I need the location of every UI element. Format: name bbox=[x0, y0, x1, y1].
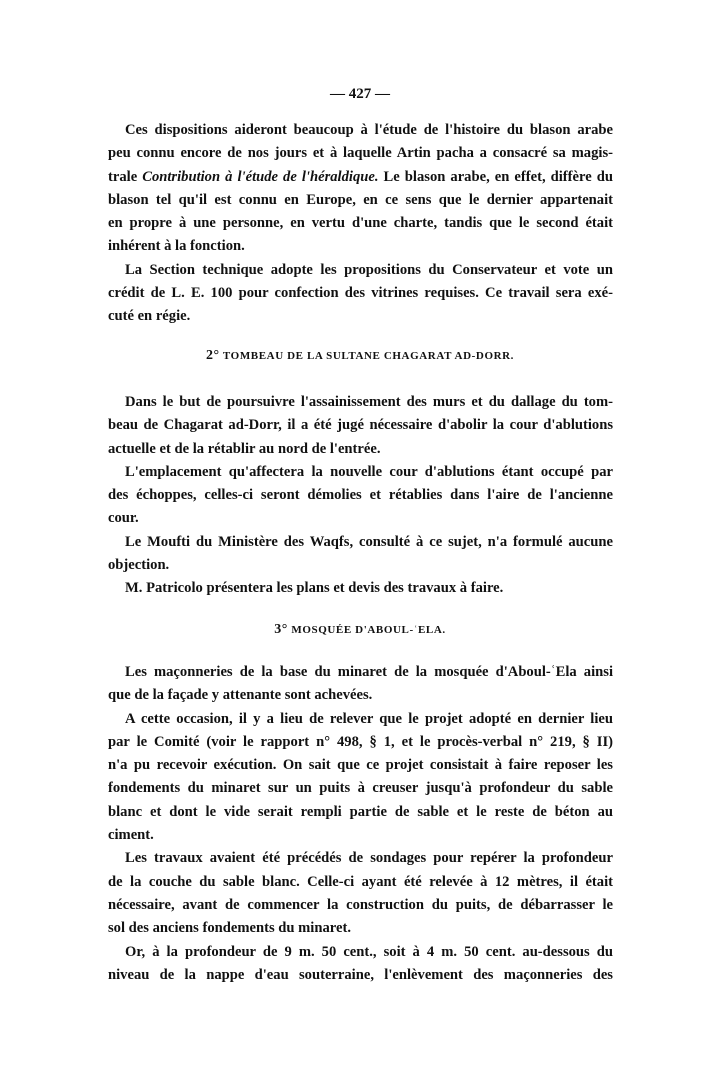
text-line: Le Moufti du Ministère des Waqfs, consulté à ce sujet, n'a formulé aucune bbox=[125, 533, 613, 550]
text-line: niveau de la nappe d'eau souterraine, l'enlèvement des maçonneries des bbox=[108, 966, 613, 983]
text-line: M. Patricolo présentera les plans et devis des travaux à faire. bbox=[125, 580, 504, 597]
text-line: cour. bbox=[108, 510, 139, 527]
heading-number: 3° bbox=[274, 622, 289, 637]
text-line: fondements du minaret sur un puits à creuser jusqu'à profondeur du sable bbox=[108, 780, 613, 797]
text-line: n'a pu recevoir exécution. On sait que ce projet consistait à faire reposer les bbox=[108, 757, 613, 774]
heading-title: MOSQUÉE D'ABOUL-ʿELA. bbox=[291, 624, 446, 636]
text-line: blanc et dont le vide serait rempli partie de sable et le reste de béton au bbox=[108, 803, 613, 820]
section-intro-text bbox=[108, 119, 613, 329]
text-line: inhérent à la fonction. bbox=[108, 238, 245, 255]
heading-number: 2° bbox=[205, 348, 220, 363]
text-line: Dans le but de poursuivre l'assainissement des murs et du dallage du tom- bbox=[125, 394, 613, 410]
text-line: nécessaire, avant de commencer la construction du puits, de débarrasser le bbox=[108, 896, 613, 913]
text-line: objection. bbox=[108, 557, 170, 574]
italic-title: Contribution à l'étude de l'héraldique. bbox=[142, 168, 379, 185]
text-line: L'emplacement qu'affectera la nouvelle cour d'ablutions étant occupé par bbox=[125, 463, 613, 480]
text-line: crédit de L. E. 100 pour confection des vitrines requises. Ce travail sera exé- bbox=[108, 285, 613, 302]
text-line: peu connu encore de nos jours et à laquelle Artin pacha a consacré sa magis- bbox=[108, 145, 613, 162]
section-heading-3 bbox=[0, 622, 720, 638]
text-line: que de la façade y attenante sont achevées. bbox=[108, 687, 373, 704]
text-line: sol des anciens fondements du minaret. bbox=[108, 920, 351, 937]
heading-title: TOMBEAU DE LA SULTANE CHAGARAT AD-DORR. bbox=[222, 350, 515, 362]
text-line: de la couche du sable blanc. Celle-ci ayant été relevée à 12 mètres, il était bbox=[108, 873, 613, 890]
text-line: Les travaux avaient été précédés de sondages pour repérer la profondeur bbox=[125, 850, 613, 867]
text-segment: trale bbox=[108, 168, 143, 185]
text-line: A cette occasion, il y a lieu de relever que le projet adopté en dernier lieu bbox=[125, 710, 613, 727]
text-line: actuelle et de la rétablir au nord de l'entrée. bbox=[108, 440, 381, 457]
text-line: cuté en régie. bbox=[108, 308, 191, 325]
text-line: La Section technique adopte les propositions du Conservateur et vote un bbox=[125, 261, 613, 278]
text-line: ciment. bbox=[108, 827, 154, 844]
text-line: beau de Chagarat ad-Dorr, il a été jugé nécessaire d'abolir la cour d'ablutions bbox=[108, 417, 613, 434]
section-heading-2 bbox=[0, 348, 720, 364]
text-line: en propre à une personne, en vertu d'une charte, tandis que le second était bbox=[108, 215, 613, 232]
text-line: par le Comité (voir le rapport n° 498, § 1, et le procès-verbal n° 219, § II) bbox=[108, 733, 613, 750]
text-line: blason tel qu'il est connu en Europe, en ce sens que le dernier appartenait bbox=[108, 191, 613, 208]
text-line: Or, à la profondeur de 9 m. 50 cent., soit à 4 m. 50 cent. au-dessous du bbox=[125, 943, 613, 960]
text-line: Ces dispositions aideront beaucoup à l'étude de l'histoire du blason arabe bbox=[125, 122, 613, 138]
page-number: — 427 — bbox=[330, 86, 390, 102]
text-line bbox=[108, 166, 613, 189]
text-line: des échoppes, celles-ci seront démolies et rétablies dans l'aire de l'ancienne bbox=[108, 487, 613, 504]
section-3-text bbox=[108, 661, 613, 987]
text-segment: Le blason arabe, en effet, diffère du bbox=[378, 168, 613, 185]
section-2-text bbox=[108, 391, 613, 601]
text-line: Les maçonneries de la base du minaret de la mosquée d'Aboul-ʿEla ainsi bbox=[125, 664, 613, 680]
